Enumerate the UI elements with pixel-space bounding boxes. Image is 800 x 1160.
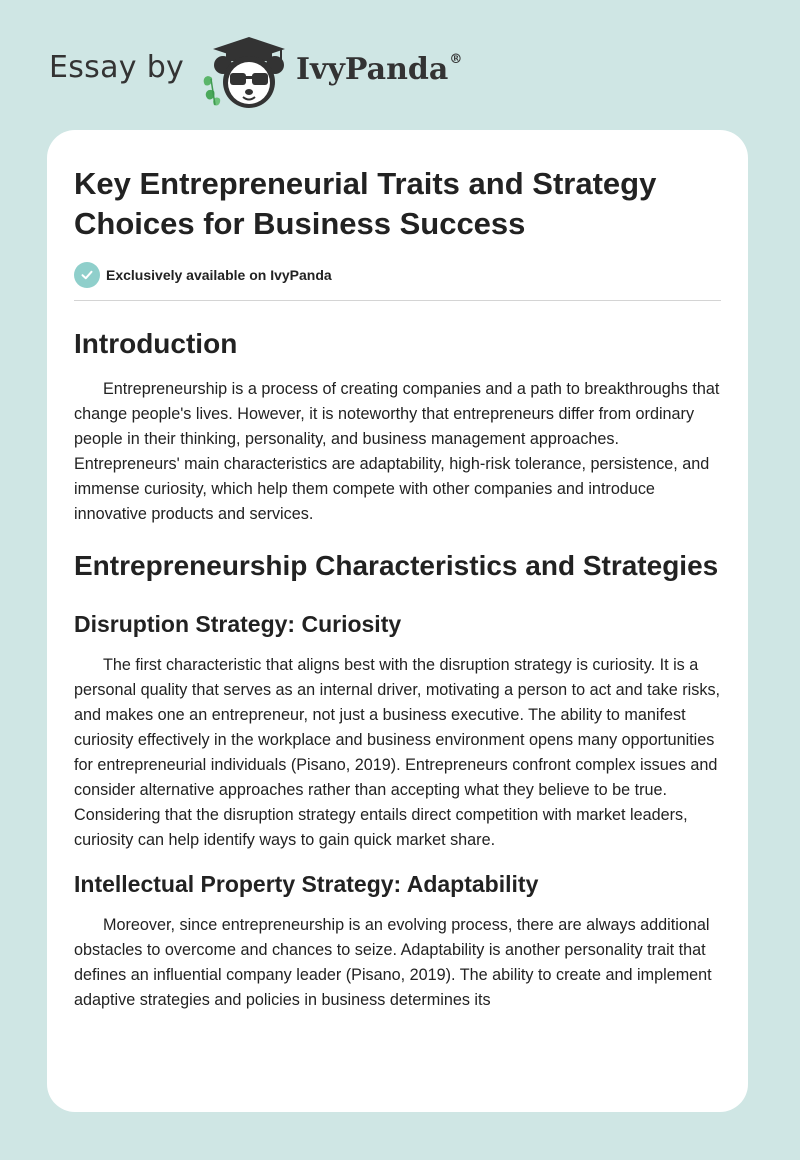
exclusive-badge [74,262,721,288]
brand-name: IvyPanda [296,52,449,87]
brand-logo-text[interactable] [296,52,462,87]
introduction-heading: Introduction [74,328,238,359]
disruption-heading: Disruption Strategy: Curiosity [74,611,402,637]
panda-graduate-icon[interactable] [199,35,291,110]
ip-strategy-paragraph: Moreover, since entrepreneurship is an evolving process, there are always additional obstacles to overcome and chances to seize. Adaptability is another personality trait that defines an influential company leader (Pisano, 2019). The ability to create and implement adaptive strategies and policies in business determines its [74,916,712,1009]
essay-content [47,130,748,1013]
ip-strategy-heading: Intellectual Property Strategy: Adaptability [74,871,539,897]
check-circle-icon [74,262,100,288]
site-header [0,0,800,125]
characteristics-heading: Entrepreneurship Characteristics and Strategies [74,550,719,581]
page-title: Key Entrepreneurial Traits and Strategy Choices for Business Success [74,166,657,241]
essay-by-label: Essay by [49,50,185,85]
title-divider [74,300,721,301]
introduction-paragraph: Entrepreneurship is a process of creating companies and a path to breakthroughs that change people's lives. However, it is noteworthy that entrepreneurs differ from ordinary people in their thinking, personality, and business management approaches. Entrepreneurs' main characteristics are adaptability, high-risk tolerance, persistence, and immense curiosity, which help them compete with other companies and introduce innovative products and services. [74,380,720,523]
disruption-paragraph: The first characteristic that aligns best with the disruption strategy is curiosity. It is a personal quality that serves as an internal driver, motivating a person to act and take risks, and makes one an entrepreneur, not just a business executive. The ability to manifest curiosity effectively in the workplace and business environment opens many opportunities for entrepreneurial individuals (Pisano, 2019). Entrepreneurs confront complex issues and consider alternative approaches rather than accepting what they believe to be true. Considering that the disruption strategy entails direct competition with market leaders, curiosity can help identify ways to gain quick market share. [74,656,721,849]
registered-mark: ® [449,52,463,67]
essay-card [47,130,748,1112]
exclusive-badge-text: Exclusively available on IvyPanda [106,267,332,283]
